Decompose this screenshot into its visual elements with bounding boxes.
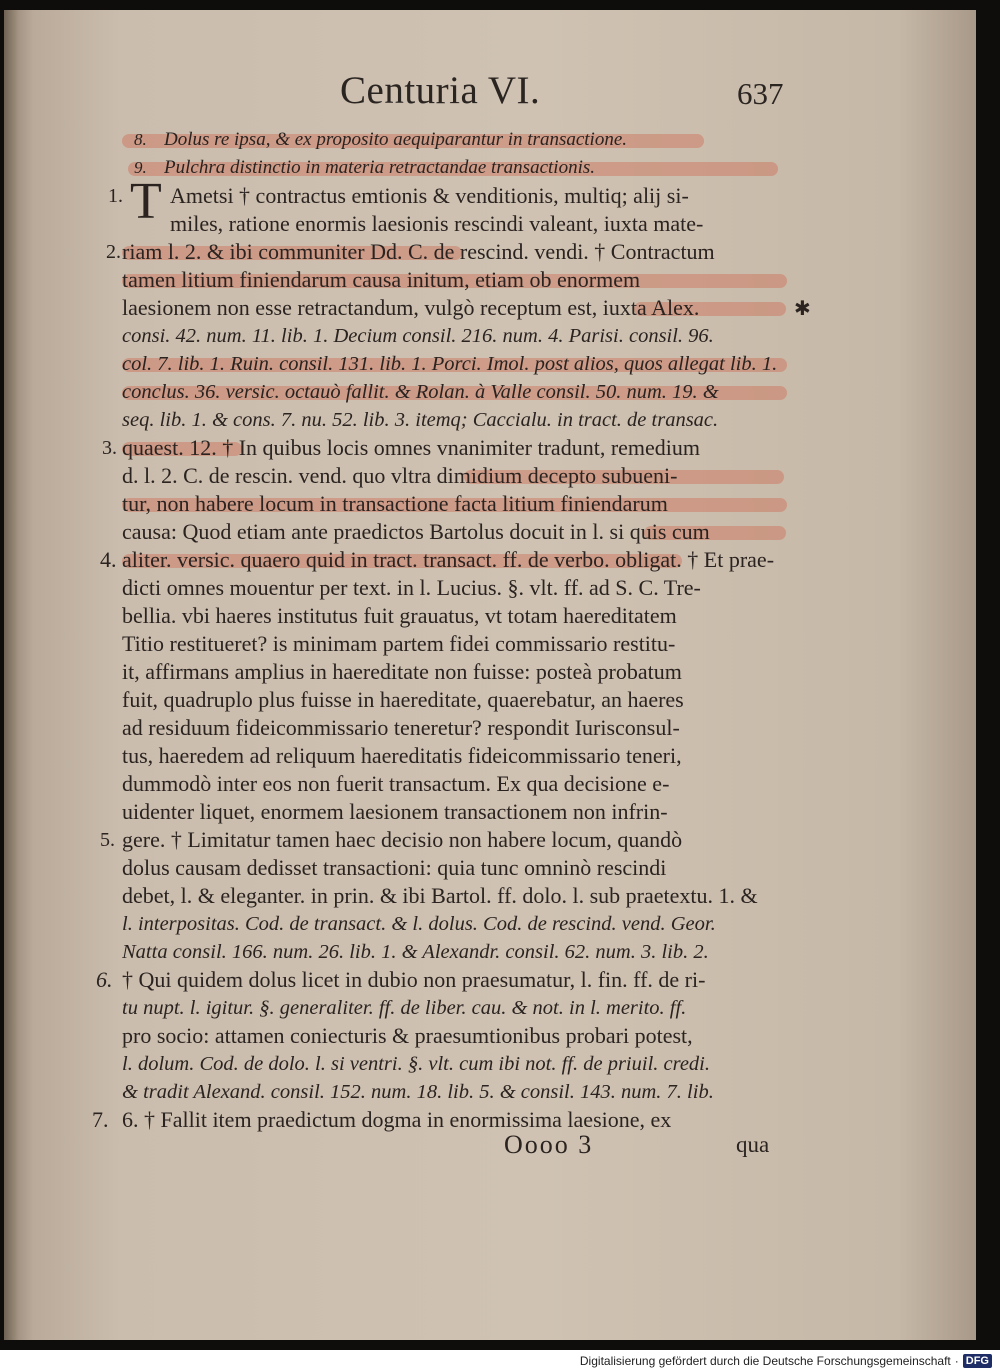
text-line: riam l. 2. & ibi communiter Dd. C. de rescind. vendi. † Contractum [122,239,715,264]
text-line: it, affirmans amplius in haereditate non fuisse: posteà probatum [122,659,682,684]
margin-number: 1. [108,185,123,207]
text-line: aliter. versic. quaero quid in tract. transact. ff. de verbo. obligat. † Et prae- [122,547,775,572]
text-line: dicti omnes mouentur per text. in l. Lucius. §. vlt. ff. ad S. C. Tre- [122,575,701,600]
margin-asterisk-icon: ✱ [794,298,811,320]
digitization-footer: Digitalisierung gefördert durch die Deutsche Forschungsgemeinschaft · DFG [580,1354,992,1368]
text-line: ad residuum fideicommissario teneretur? respondit Iurisconsul- [122,715,680,740]
catchword: qua [736,1132,770,1157]
margin-number: 4. [100,547,117,572]
text-line: col. 7. lib. 1. Ruin. consil. 131. lib. 1. Porci. Imol. post alios, quos allegat lib. 1. [122,353,778,375]
text-line: laesionem non esse retractandum, vulgò receptum est, iuxta Alex. [122,295,700,320]
text-line: l. interpositas. Cod. de transact. & l. dolus. Cod. de rescind. vend. Geor. [122,913,716,935]
margin-number: 2. [106,241,121,263]
text-line: uidenter liquet, enormem laesionem transactionem non infrin- [122,799,668,824]
text-line: Ametsi † contractus emtionis & venditionis, multiq; alij si- [170,183,689,208]
text-line: dolus causam dedisset transactioni: quia tunc omninò rescindi [122,855,667,880]
text-line: Natta consil. 166. num. 26. lib. 1. & Alexandr. consil. 62. num. 3. lib. 2. [122,941,709,963]
body-text [4,10,976,1340]
text-line: consi. 42. num. 11. lib. 1. Decium consil. 216. num. 4. Parisi. consil. 96. [122,325,714,347]
text-line: quaest. 12. † In quibus locis omnes vnanimiter tradunt, remedium [122,435,701,460]
page-number: 637 [737,76,784,111]
signature-mark: Oooo 3 [504,1130,594,1159]
summary-line: Pulchra distinctio in materia retractandae transactionis. [164,157,595,178]
text-line: miles, ratione enormis laesionis rescindi valeant, iuxta mate- [170,211,704,236]
text-line: Titio restitueret? is minimam partem fidei commissario restitu- [122,631,676,656]
text-line: tus, haeredem ad reliquum haereditatis fideicommissario teneri, [122,743,682,768]
text-line: † Qui quidem dolus licet in dubio non praesumatur, l. fin. ff. de ri- [122,967,706,992]
margin-number: 9. [134,158,147,177]
text-line: conclus. 36. versic. octauò fallit. & Rolan. à Valle consil. 50. num. 19. & [122,381,719,403]
dfg-logo-icon: DFG [963,1354,992,1368]
running-title: Centuria VI. [340,69,541,112]
summary-line: Dolus re ipsa, & ex proposito aequiparantur in transactione. [164,129,628,150]
text-line: bellia. vbi haeres institutus fuit grauatus, vt totam haereditatem [122,603,677,628]
text-line: pro socio: attamen coniecturis & praesumtionibus probari potest, [122,1023,693,1048]
text-line: causa: Quod etiam ante praedictos Bartolus docuit in l. si quis cum [122,519,710,544]
text-line: dummodò inter eos non fuerit transactum. Ex qua decisione e- [122,771,670,796]
text-line: l. dolum. Cod. de dolo. l. si ventri. §. vlt. cum ibi not. ff. de priuil. credi. [122,1053,710,1075]
text-line: tamen litium finiendarum causa initum, etiam ob enormem [122,267,641,292]
text-line: gere. † Limitatur tamen haec decisio non habere locum, quandò [122,827,683,852]
text-line: tu nupt. l. igitur. §. generaliter. ff. de liber. cau. & not. in l. merito. ff. [122,997,687,1019]
drop-cap: T [130,173,162,230]
text-line: 6. † Fallit item praedictum dogma in enormissima laesione, ex [122,1107,672,1132]
text-line: d. l. 2. C. de rescin. vend. quo vltra dimidium decepto subueni- [122,463,678,488]
margin-number: 8. [134,130,147,149]
margin-number: 3. [102,437,117,459]
footer-credit: Digitalisierung gefördert durch die Deutsche Forschungsgemeinschaft [579,1354,951,1368]
text-line: & tradit Alexand. consil. 152. num. 18. lib. 5. & consil. 143. num. 7. lib. [122,1081,714,1103]
text-line: seq. lib. 1. & cons. 7. nu. 52. lib. 3. itemq; Caccialu. in tract. de transac. [122,409,719,431]
margin-number: 5. [100,829,115,851]
margin-number: 7. [92,1107,109,1132]
text-line: fuit, quadruplo plus fuisse in haereditate, quaerebatur, an haeres [122,687,684,712]
text-line: debet, l. & eleganter. in prin. & ibi Bartol. ff. dolo. l. sub praetextu. 1. & [122,883,758,908]
text-line: tur, non habere locum in transactione facta litium finiendarum [122,491,668,516]
book-page [4,10,976,1340]
margin-number: 6. [96,967,113,992]
